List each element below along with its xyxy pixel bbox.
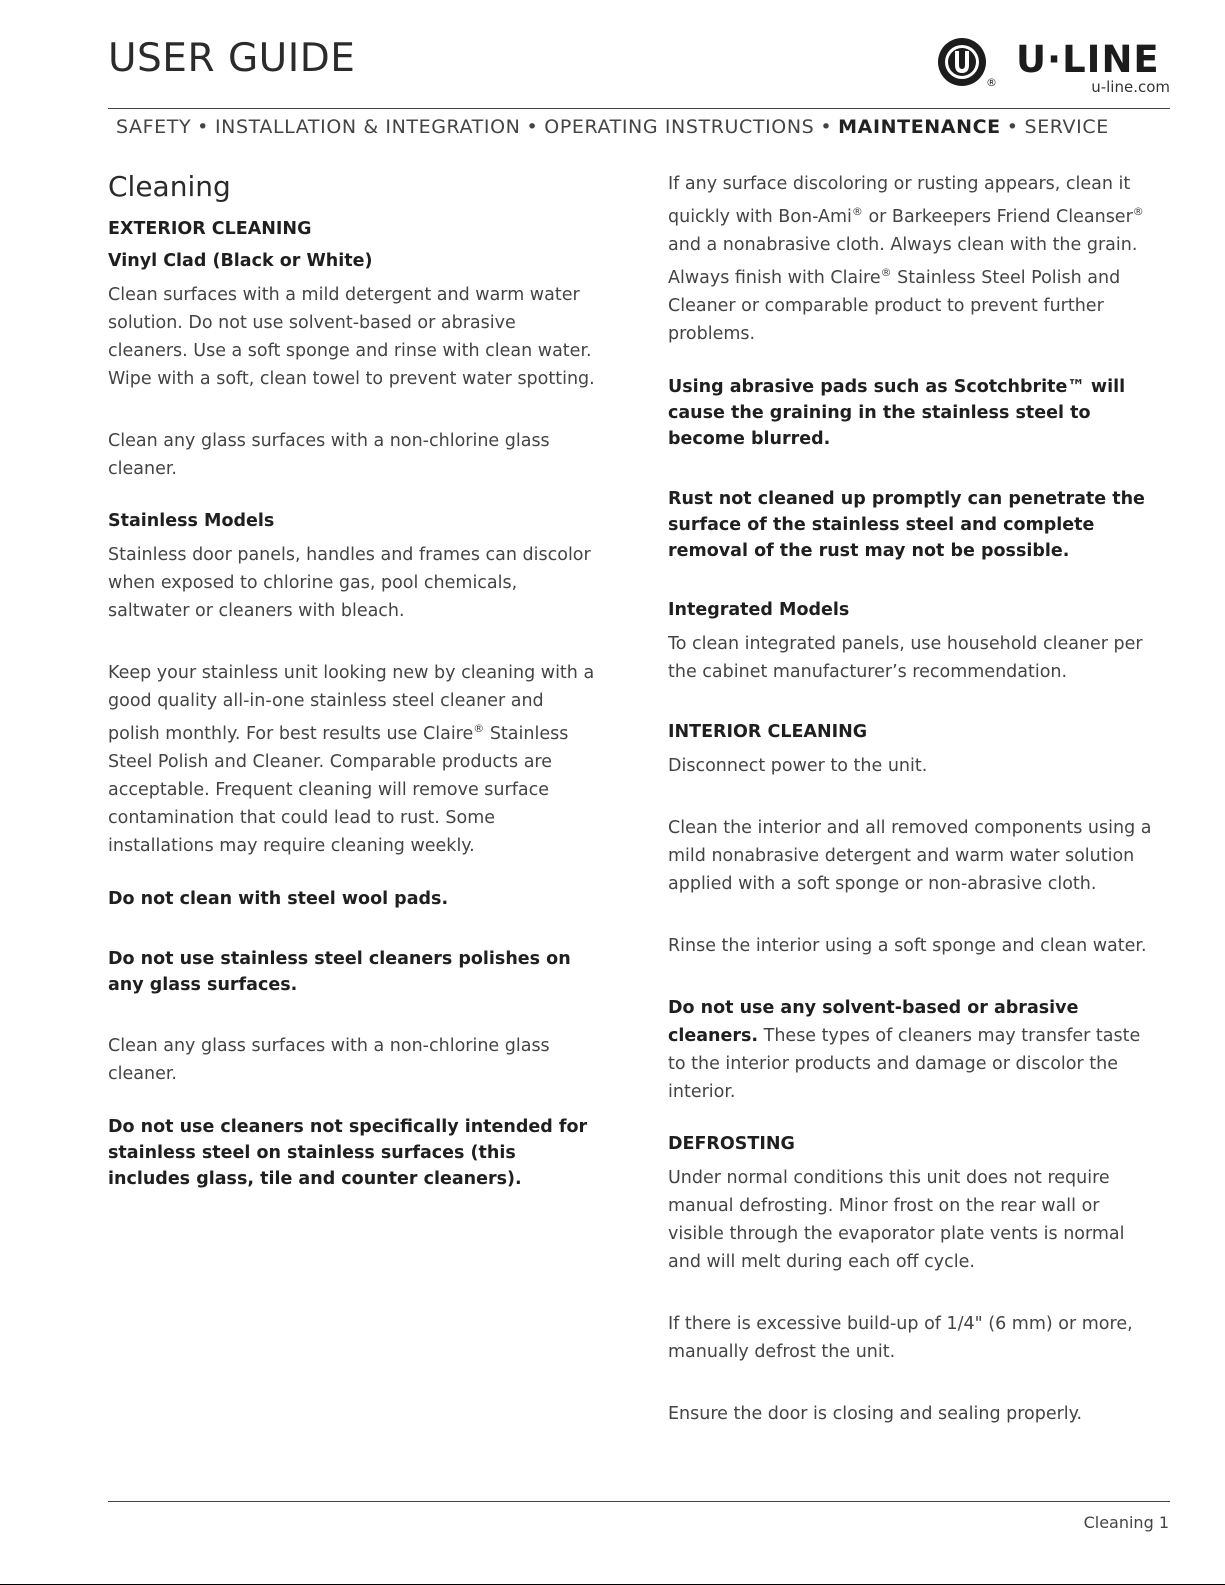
defrosting-heading: DEFROSTING	[668, 1133, 795, 1154]
uline-logo-icon	[936, 36, 992, 92]
nav-separator: •	[1006, 116, 1019, 138]
stainless-heading: Stainless Models	[108, 511, 275, 531]
interior-cleaning-heading: INTERIOR CLEANING	[668, 721, 868, 742]
interior-paragraph-1: Disconnect power to the unit.	[668, 755, 928, 776]
warning-non-stainless-cleaners: Do not use cleaners not specifically intended for stainless steel on stainless surfaces (this includes glass, tile and counter cleaners).	[108, 1116, 588, 1189]
nav-separator: •	[526, 116, 539, 138]
right-column	[668, 170, 1158, 1462]
stainless-paragraph-2: Keep your stainless unit looking new by cleaning with a good quality all-in-one stainless steel cleaner and polish monthly. For best results use Claire® Stainless Steel Polish and Cleaner. Comparable products are acceptable. Frequent cleaning will remove surface contamination that could lead to rust. Some installations may require cleaning weekly.	[108, 663, 595, 856]
section-title: Cleaning	[108, 170, 231, 203]
interior-warning: Do not use any solvent-based or abrasive cleaners. These types of cleaners may transfer taste to the interior products and damage or discolor the interior.	[668, 997, 1141, 1102]
section-nav	[116, 116, 1176, 138]
warning-rust: Rust not cleaned up promptly can penetrate the surface of the stainless steel and complete removal of the rust may not be possible.	[668, 488, 1145, 561]
nav-item-safety: SAFETY	[116, 116, 192, 138]
logo-url: u-line.com	[1091, 78, 1170, 96]
integrated-models-heading: Integrated Models	[668, 599, 850, 620]
interior-paragraph-2: Clean the interior and all removed components using a mild nonabrasive detergent and warm water solution applied with a soft sponge or non-abrasive cloth.	[668, 817, 1152, 894]
nav-item-maintenance: MAINTENANCE	[838, 116, 1001, 138]
nav-separator: •	[820, 116, 833, 138]
vinyl-paragraph-2: Clean any glass surfaces with a non-chlorine glass cleaner.	[108, 431, 550, 479]
nav-separator: •	[197, 116, 209, 138]
doc-title: USER GUIDE	[108, 36, 356, 81]
left-column	[108, 170, 598, 1226]
rust-paragraph: If any surface discoloring or rusting appears, clean it quickly with Bon-Ami® or Barkeepers Friend Cleanser® and a nonabrasive cloth. Always clean with the grain. Always finish with Claire® Stainless Steel Polish and Cleaner or comparable product to prevent further problems.	[668, 174, 1144, 344]
integrated-paragraph: To clean integrated panels, use household cleaner per the cabinet manufacturer’s recommendation.	[668, 633, 1143, 682]
vinyl-paragraph-1: Clean surfaces with a mild detergent and warm water solution. Do not use solvent-based or abrasive cleaners. Use a soft sponge and rinse with clean water. Wipe with a soft, clean towel to prevent water spotting.	[108, 285, 595, 389]
exterior-cleaning-heading: EXTERIOR CLEANING	[108, 219, 312, 239]
glass-cleaning-paragraph: Clean any glass surfaces with a non-chlorine glass cleaner.	[108, 1035, 550, 1084]
header-divider	[108, 108, 1170, 109]
defrost-paragraph-3: Ensure the door is closing and sealing properly.	[668, 1403, 1083, 1424]
logo-registered-mark: ®	[986, 76, 997, 89]
page-footer-label: Cleaning 1	[1083, 1513, 1169, 1532]
defrost-paragraph-2: If there is excessive build-up of 1/4" (6 mm) or more, manually defrost the unit.	[668, 1313, 1133, 1362]
interior-paragraph-3: Rinse the interior using a soft sponge and clean water.	[668, 935, 1147, 956]
logo-wordmark: U·LINE	[1016, 38, 1160, 81]
defrost-paragraph-1: Under normal conditions this unit does not require manual defrosting. Minor frost on the rear wall or visible through the evaporator plate vents is normal and will melt during each off cycle.	[668, 1167, 1125, 1272]
warning-glass-polish: Do not use stainless steel cleaners polishes on any glass surfaces.	[108, 948, 571, 995]
nav-item-service: SERVICE	[1024, 116, 1109, 138]
footer-divider	[108, 1501, 1170, 1502]
uline-logo	[936, 36, 1176, 98]
warning-steel-wool: Do not clean with steel wool pads.	[108, 888, 449, 909]
nav-item-installation: INSTALLATION & INTEGRATION	[214, 116, 521, 138]
nav-item-operating: OPERATING INSTRUCTIONS	[544, 116, 815, 138]
warning-abrasive-pads: Using abrasive pads such as Scotchbrite™ will cause the graining in the stainless steel to become blurred.	[668, 376, 1126, 449]
vinyl-clad-heading: Vinyl Clad (Black or White)	[108, 251, 373, 271]
stainless-paragraph-1: Stainless door panels, handles and frames can discolor when exposed to chlorine gas, pool chemicals, saltwater or cleaners with bleach.	[108, 545, 591, 621]
